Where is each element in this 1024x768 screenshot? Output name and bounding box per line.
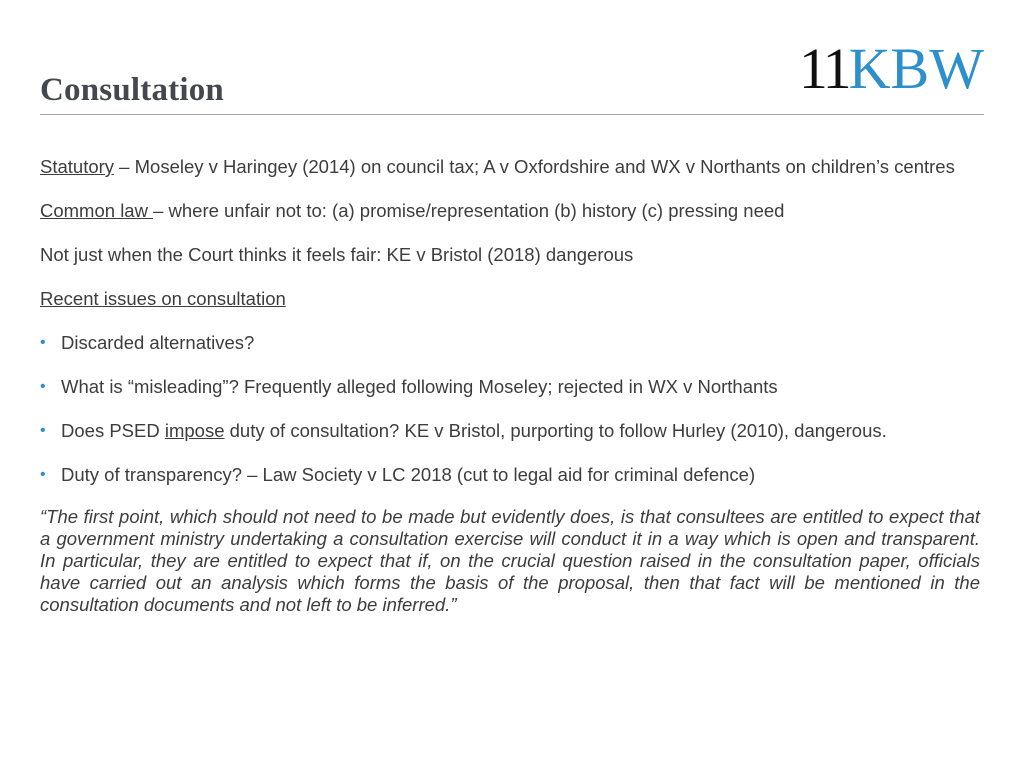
title-divider	[40, 114, 984, 115]
bullet-icon: •	[40, 334, 46, 351]
paragraph-recent-issues	[40, 288, 980, 310]
list-item-text-before: Does PSED	[61, 420, 165, 441]
issues-list	[40, 332, 980, 486]
slide-body	[40, 156, 980, 616]
list-item-text-after: duty of consultation? KE v Bristol, purporting to follow Hurley (2010), dangerous.	[224, 420, 887, 441]
heading-recent-issues: Recent issues on consultation	[40, 288, 286, 309]
list-item-text: What is “misleading”? Frequently alleged following Moseley; rejected in WX v Northants	[61, 376, 778, 397]
heading-statutory: Statutory	[40, 156, 115, 177]
case-quote: “The first point, which should not need to be made but evidently does, is that consultees are entitled to expect that a government ministry undertaking a consultation exercise will conduct it in a way which is open and transparent. In particular, they are entitled to expect that if, on the crucial question raised in the consultation paper, officials have carried out an analysis which forms the basis of the proposal, then that fact will be mentioned in the consultation documents and not left to be inferred.”	[40, 506, 980, 615]
list-item	[40, 464, 980, 486]
heading-common-law: Common law	[40, 200, 154, 221]
bullet-icon: •	[40, 466, 46, 483]
list-item-emphasis: impose	[164, 420, 225, 441]
logo-firm-name: KBW	[848, 36, 984, 101]
paragraph-statutory	[40, 156, 980, 178]
paragraph-not-just: Not just when the Court thinks it feels fair: KE v Bristol (2018) dangerous	[40, 244, 634, 265]
bullet-icon: •	[40, 422, 46, 439]
list-item-text: Discarded alternatives?	[61, 332, 255, 353]
paragraph-common-law	[40, 200, 980, 222]
slide-title: Consultation	[40, 72, 224, 108]
logo-number: 11	[798, 36, 849, 101]
bullet-icon: •	[40, 378, 46, 395]
list-item	[40, 420, 980, 442]
list-item	[40, 332, 980, 354]
common-law-text: – where unfair not to: (a) promise/representation (b) history (c) pressing need	[153, 200, 785, 221]
firm-logo	[798, 36, 984, 101]
statutory-text: – Moseley v Haringey (2014) on council tax; A v Oxfordshire and WX v Northants on children’s centres	[114, 156, 955, 177]
list-item-text: Duty of transparency? – Law Society v LC 2018 (cut to legal aid for criminal defence)	[61, 464, 756, 485]
list-item	[40, 376, 980, 398]
